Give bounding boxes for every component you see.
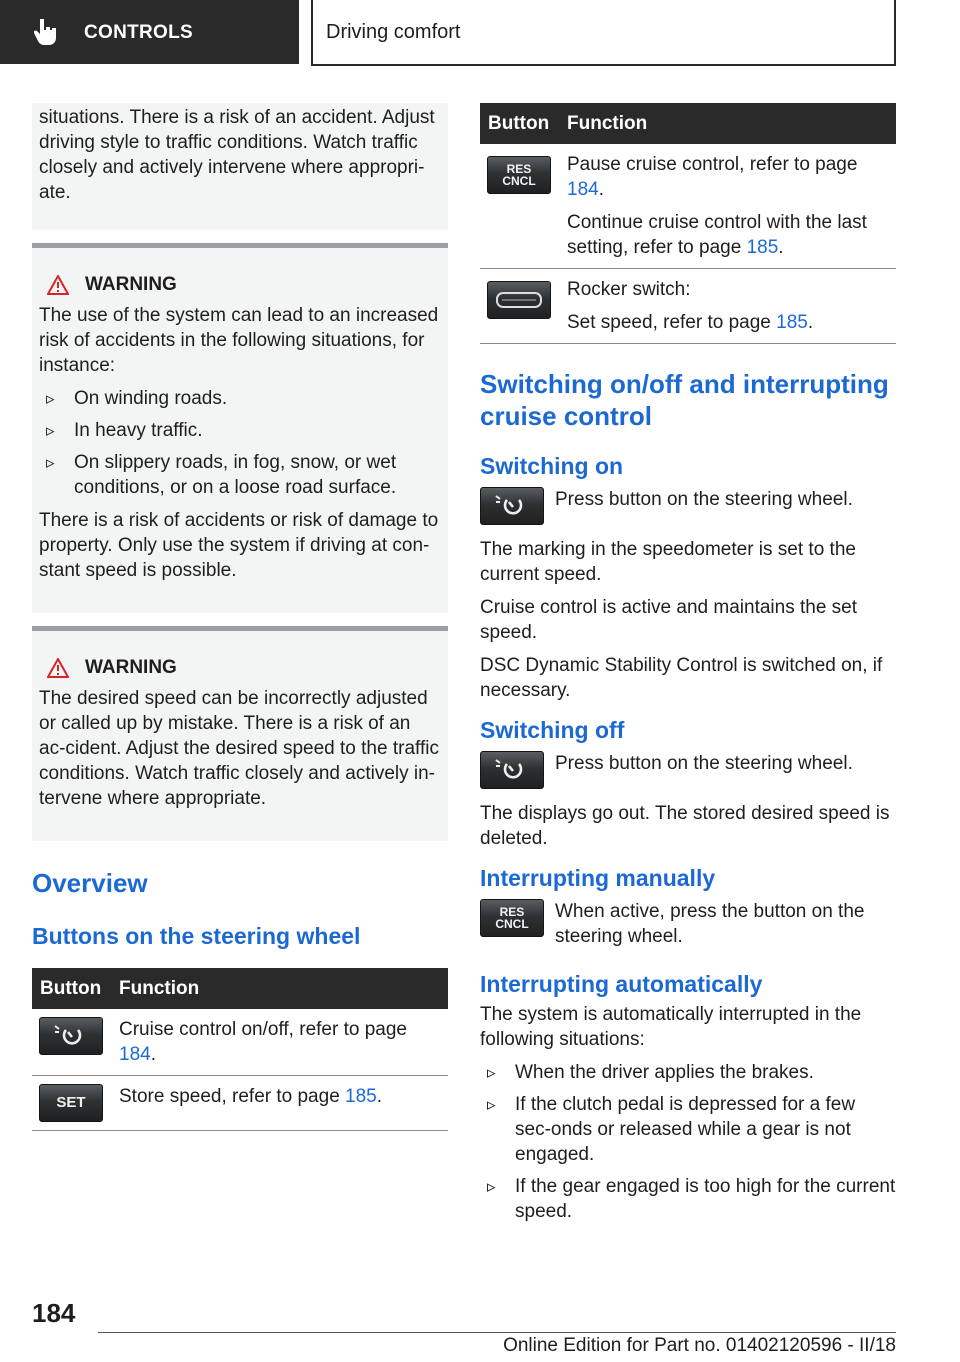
chapter-title: Driving comfort bbox=[311, 0, 896, 66]
interrupting-manually-heading: Interrupting manually bbox=[480, 865, 716, 891]
function-text: Rocker switch: bbox=[567, 279, 691, 300]
cruise-onoff-button-icon bbox=[480, 487, 544, 525]
section-label: CONTROLS bbox=[84, 21, 194, 43]
left-column bbox=[32, 103, 448, 1131]
table-row bbox=[32, 1009, 448, 1076]
warning-triangle-icon bbox=[47, 275, 69, 295]
warning-title: WARNING bbox=[39, 655, 441, 680]
paragraph: The displays go out. The stored desired speed is deleted. bbox=[480, 803, 890, 849]
switching-on-heading: Switching on bbox=[480, 453, 624, 479]
warning-body: The use of the system can lead to an increased risk of accidents in the following situations, for instance: bbox=[39, 305, 439, 376]
function-text: Store speed, refer to page 185. bbox=[119, 1086, 383, 1107]
table-row bbox=[32, 1076, 448, 1131]
interrupt-conditions-list bbox=[480, 1060, 896, 1224]
instruction-text: When active, press the button on the steering wheel. bbox=[555, 901, 865, 947]
res-cncl-button-icon: RES CNCL bbox=[480, 899, 544, 937]
page-link[interactable]: 184 bbox=[119, 1044, 151, 1065]
overview-heading: Overview bbox=[32, 868, 148, 898]
instruction-text: Press button on the steering wheel. bbox=[555, 753, 853, 774]
page-number: 184 bbox=[32, 1298, 76, 1328]
table-row bbox=[480, 269, 896, 344]
warning-continuation-text: situations. There is a risk of an accident. Adjust driving style to traffic conditions. Watch traffic closely and actively intervene where appropri‐ate. bbox=[39, 107, 435, 203]
list-item: ▹ On winding roads. bbox=[39, 386, 441, 411]
cruise-onoff-button-icon bbox=[480, 751, 544, 789]
interrupting-automatically-heading: Interrupting automatically bbox=[480, 971, 763, 997]
page-header bbox=[0, 0, 960, 66]
paragraph: The system is automatically interrupted in the following situations: bbox=[480, 1004, 862, 1050]
section-tab bbox=[0, 0, 299, 64]
function-text: Continue cruise control with the last setting, refer to page 185. bbox=[567, 212, 867, 258]
instruction-text: Press button on the steering wheel. bbox=[555, 489, 853, 510]
warning-title: WARNING bbox=[39, 272, 441, 297]
list-item: ▹ On slippery roads, in fog, snow, or wet conditions, or on a loose road surface. bbox=[39, 450, 441, 500]
warning-box-1 bbox=[32, 243, 448, 613]
warning-body: The desired speed can be incorrectly adjusted or called up by mistake. There is a risk of an ac‐cident. Adjust the desired speed to the traffic conditions. Watch traffic closely and actively in‐tervene where appropriate. bbox=[39, 688, 439, 809]
function-text: Set speed, refer to page 185. bbox=[567, 312, 814, 333]
col-header-function: Function bbox=[111, 968, 448, 1009]
switching-on-row bbox=[480, 487, 896, 525]
paragraph: Cruise control is active and maintains the set speed. bbox=[480, 597, 858, 643]
paragraph: The marking in the speedometer is set to the current speed. bbox=[480, 539, 856, 585]
steering-buttons-heading: Buttons on the steering wheel bbox=[32, 923, 361, 949]
switching-off-row bbox=[480, 751, 896, 789]
cruise-onoff-button-icon bbox=[39, 1017, 103, 1055]
list-item: ▹ If the clutch pedal is depressed for a few sec‐onds or released while a gear is not engaged. bbox=[480, 1092, 896, 1167]
page-link[interactable]: 185 bbox=[776, 312, 808, 333]
col-header-button: Button bbox=[480, 103, 559, 144]
list-item: ▹ When the driver applies the brakes. bbox=[480, 1060, 896, 1085]
warning-triangle-icon bbox=[47, 658, 69, 678]
right-column bbox=[480, 103, 896, 1232]
page-link[interactable]: 184 bbox=[567, 179, 599, 200]
page-link[interactable]: 185 bbox=[746, 237, 779, 258]
list-item: ▹ If the gear engaged is too high for the current speed. bbox=[480, 1174, 896, 1224]
main-heading: Switching on/off and interrupting cruise control bbox=[480, 369, 889, 431]
warning-tail: There is a risk of accidents or risk of damage to property. Only use the system if driving at con‐stant speed is possible. bbox=[39, 510, 439, 581]
steering-buttons-table-continued bbox=[480, 103, 896, 344]
interrupting-manually-row bbox=[480, 899, 896, 949]
warning-continuation bbox=[32, 103, 448, 230]
rocker-switch-icon bbox=[487, 281, 551, 319]
hand-pointer-icon bbox=[34, 12, 80, 52]
function-text: Cruise control on/off, refer to page 184. bbox=[119, 1019, 407, 1065]
edition-text: Online Edition for Part no. 01402120596 - II/18 bbox=[503, 1335, 896, 1356]
res-cncl-button-icon: RES CNCL bbox=[487, 156, 551, 194]
page-link[interactable]: 185 bbox=[345, 1086, 377, 1107]
set-button-icon: SET bbox=[39, 1084, 103, 1122]
switching-off-heading: Switching off bbox=[480, 717, 625, 743]
list-item: ▹ In heavy traffic. bbox=[39, 418, 441, 443]
steering-buttons-table bbox=[32, 968, 448, 1131]
function-text: Pause cruise control, refer to page 184. bbox=[567, 154, 858, 200]
warning-box-2 bbox=[32, 626, 448, 841]
col-header-button: Button bbox=[32, 968, 111, 1009]
warning-list bbox=[39, 386, 441, 500]
paragraph: DSC Dynamic Stability Control is switched on, if necessary. bbox=[480, 655, 883, 701]
col-header-function: Function bbox=[559, 103, 896, 144]
table-row bbox=[480, 144, 896, 269]
